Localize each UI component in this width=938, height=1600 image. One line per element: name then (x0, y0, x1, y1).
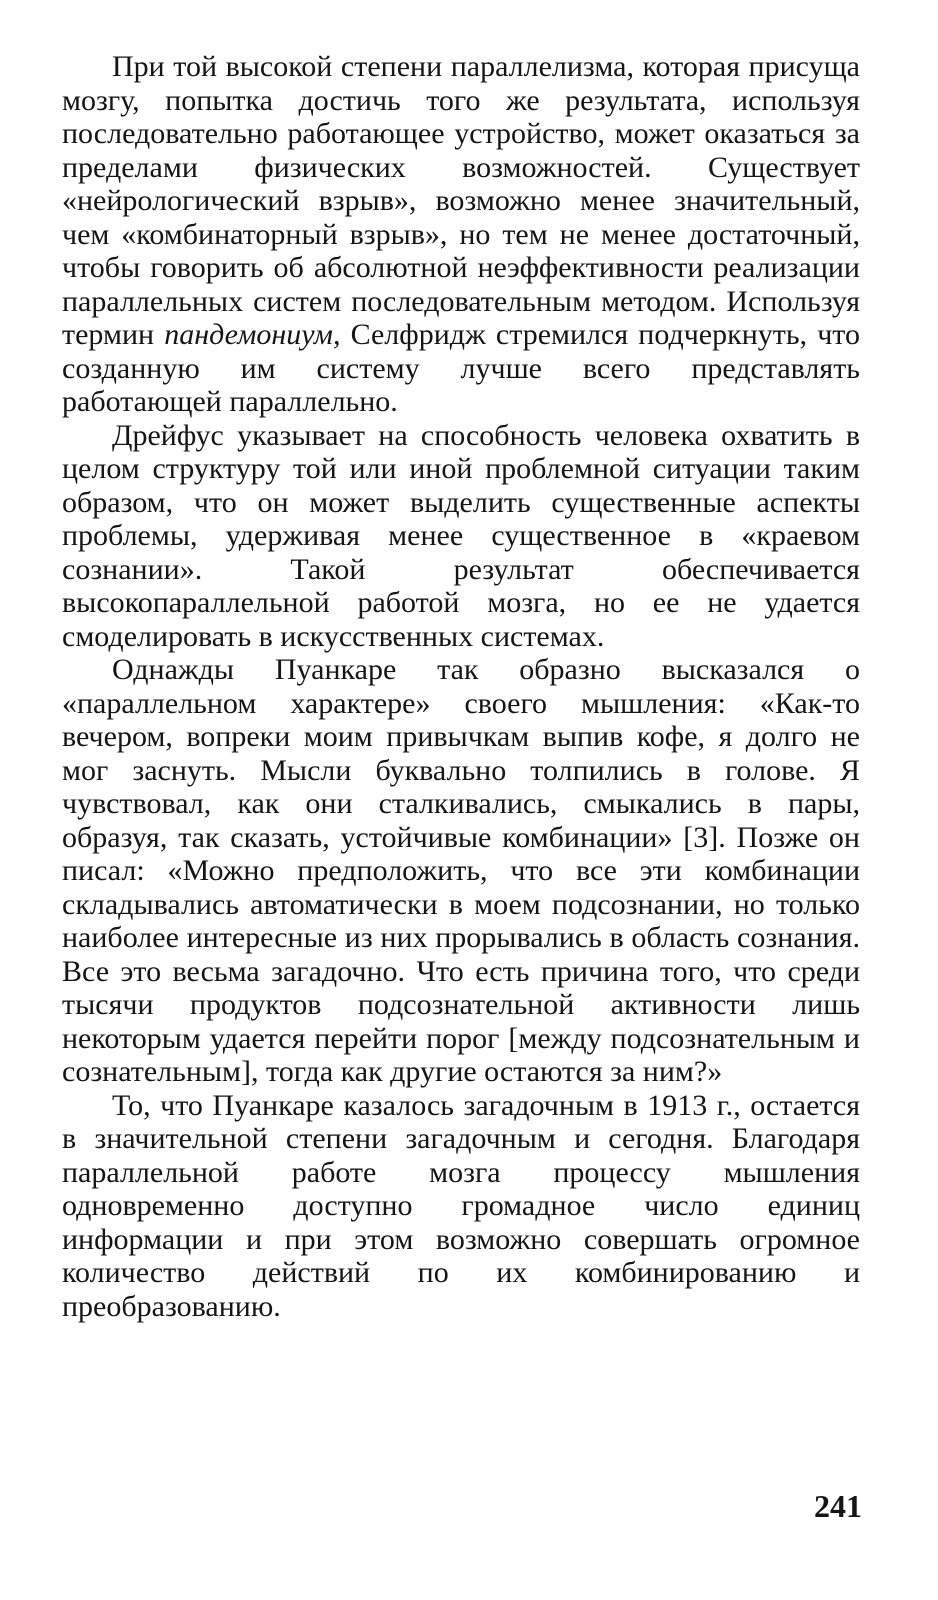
paragraph-2: Дрейфус указывает на способность человека охватить в целом структуру той или иной проблемной ситуации таким образом, что он может выделить существенные аспекты проблемы, удерживая менее существенное в «краевом сознании». Такой результат обеспечивается высокопараллельной работой мозга, но ее не удается смоделировать в искусственных системах. (62, 418, 860, 653)
paragraph-3: Однажды Пуанкаре так образно высказался о «параллельном характере» своего мышления: «Как-то вечером, вопреки моим привычкам выпив кофе, я долго не мог заснуть. Мысли буквально толпились в голове. Я чувствовал, как они сталкивались, смыкались в пары, образуя, так сказать, устойчивые комбинации» [3]. Позже он писал: «Можно предположить, что все эти комбинации складывались автоматически в моем подсознании, но только наиболее интересные из них прорывались в область сознания. Все это весьма загадочно. Что есть причина того, что среди тысячи продуктов подсознательной активности лишь некоторым удается перейти порог [между подсознательным и сознательным], тогда как другие остаются за ним?» (62, 653, 860, 1088)
paragraph-1 (62, 50, 860, 419)
page-number: 241 (814, 1488, 862, 1524)
paragraph-4: То, что Пуанкаре казалось загадочным в 1913 г., остается в значительной степени загадочным и сегодня. Благодаря параллельной работе мозга процессу мышления одновременно доступно громадное число единиц информации и при этом возможно совершать огромное количество действий по их комбинированию и преобразованию. (62, 1088, 860, 1323)
paragraph-1-text-after: Селфридж стремился подчеркнуть, что созданную им систему лучше всего представлять работающей параллельно. (62, 318, 860, 418)
paragraph-1-text-before: При той высокой степени параллелизма, которая присуща мозгу, попытка достичь того же результата, используя последовательно работающее устройство, может оказаться за пределами физических возможностей. Существует «нейрологический взрыв», возможно менее значительный, чем «комбинаторный взрыв», но тем не менее достаточный, чтобы говорить об абсолютной неэффективности реализации параллельных систем последовательным методом. Используя термин (62, 50, 860, 351)
page-text (62, 50, 860, 1323)
paragraph-1-italic-term: пандемониум, (164, 318, 341, 351)
